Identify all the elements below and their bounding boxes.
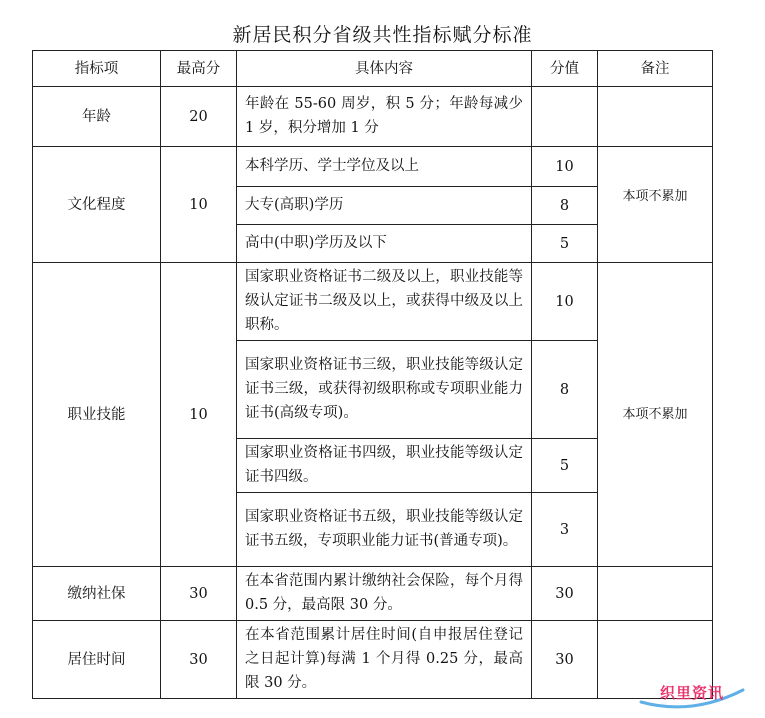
- table-header-row: [33, 51, 713, 87]
- cell-max-education: 10: [161, 147, 237, 263]
- cell-score-residence: 30: [532, 621, 598, 699]
- cell-note-skills: 本项不累加: [598, 263, 713, 567]
- column-header-content: 具体内容: [237, 51, 532, 87]
- cell-content-residence: 在本省范围累计居住时间(自申报居住登记之日起计算)每满 1 个月得 0.25 分，最高限 30 分。: [237, 621, 532, 699]
- table-row-education-1: [33, 147, 713, 187]
- cell-score-education-3: 5: [532, 225, 598, 263]
- cell-content-age: 年龄在 55-60 周岁，积 5 分；年龄每减少 1 岁，积分增加 1 分: [237, 87, 532, 147]
- cell-item-age: 年龄: [33, 87, 161, 147]
- cell-max-age: 20: [161, 87, 237, 147]
- cell-score-skills-4: 3: [532, 493, 598, 567]
- cell-max-insurance: 30: [161, 567, 237, 621]
- cell-content-education-3: 高中(中职)学历及以下: [237, 225, 532, 263]
- table-row-residence: [33, 621, 713, 699]
- cell-item-education: 文化程度: [33, 147, 161, 263]
- cell-item-skills: 职业技能: [33, 263, 161, 567]
- cell-score-skills-1: 10: [532, 263, 598, 341]
- page-title: 新居民积分省级共性指标赋分标准: [232, 24, 533, 46]
- watermark-text: 织里资讯: [659, 684, 724, 702]
- cell-content-skills-2: 国家职业资格证书三级，职业技能等级认定证书三级，或获得初级职称或专项职业能力证书(高级专项)。: [237, 341, 532, 439]
- watermark-logo: [637, 676, 747, 710]
- column-header-max: 最高分: [161, 51, 237, 87]
- cell-max-residence: 30: [161, 621, 237, 699]
- cell-item-insurance: 缴纳社保: [33, 567, 161, 621]
- cell-score-insurance: 30: [532, 567, 598, 621]
- cell-score-age: [532, 87, 598, 147]
- cell-content-education-2: 大专(高职)学历: [237, 187, 532, 225]
- column-header-note: 备注: [598, 51, 713, 87]
- column-header-score: 分值: [532, 51, 598, 87]
- scoring-standard-table: [32, 50, 713, 699]
- table-row-age: [33, 87, 713, 147]
- cell-item-residence: 居住时间: [33, 621, 161, 699]
- cell-content-insurance: 在本省范围内累计缴纳社会保险，每个月得 0.5 分，最高限 30 分。: [237, 567, 532, 621]
- cell-note-education: 本项不累加: [598, 147, 713, 263]
- cell-score-education-2: 8: [532, 187, 598, 225]
- cell-content-skills-4: 国家职业资格证书五级，职业技能等级认定证书五级，专项职业能力证书(普通专项)。: [237, 493, 532, 567]
- cell-max-skills: 10: [161, 263, 237, 567]
- table-row-skills-1: [33, 263, 713, 341]
- table-row-insurance: [33, 567, 713, 621]
- cell-score-skills-2: 8: [532, 341, 598, 439]
- cell-note-age: [598, 87, 713, 147]
- cell-note-insurance: [598, 567, 713, 621]
- cell-content-skills-1: 国家职业资格证书二级及以上，职业技能等级认定证书二级及以上，或获得中级及以上职称。: [237, 263, 532, 341]
- cell-score-education-1: 10: [532, 147, 598, 187]
- column-header-item: 指标项: [33, 51, 161, 87]
- cell-content-skills-3: 国家职业资格证书四级，职业技能等级认定证书四级。: [237, 439, 532, 493]
- cell-content-education-1: 本科学历、学士学位及以上: [237, 147, 532, 187]
- cell-score-skills-3: 5: [532, 439, 598, 493]
